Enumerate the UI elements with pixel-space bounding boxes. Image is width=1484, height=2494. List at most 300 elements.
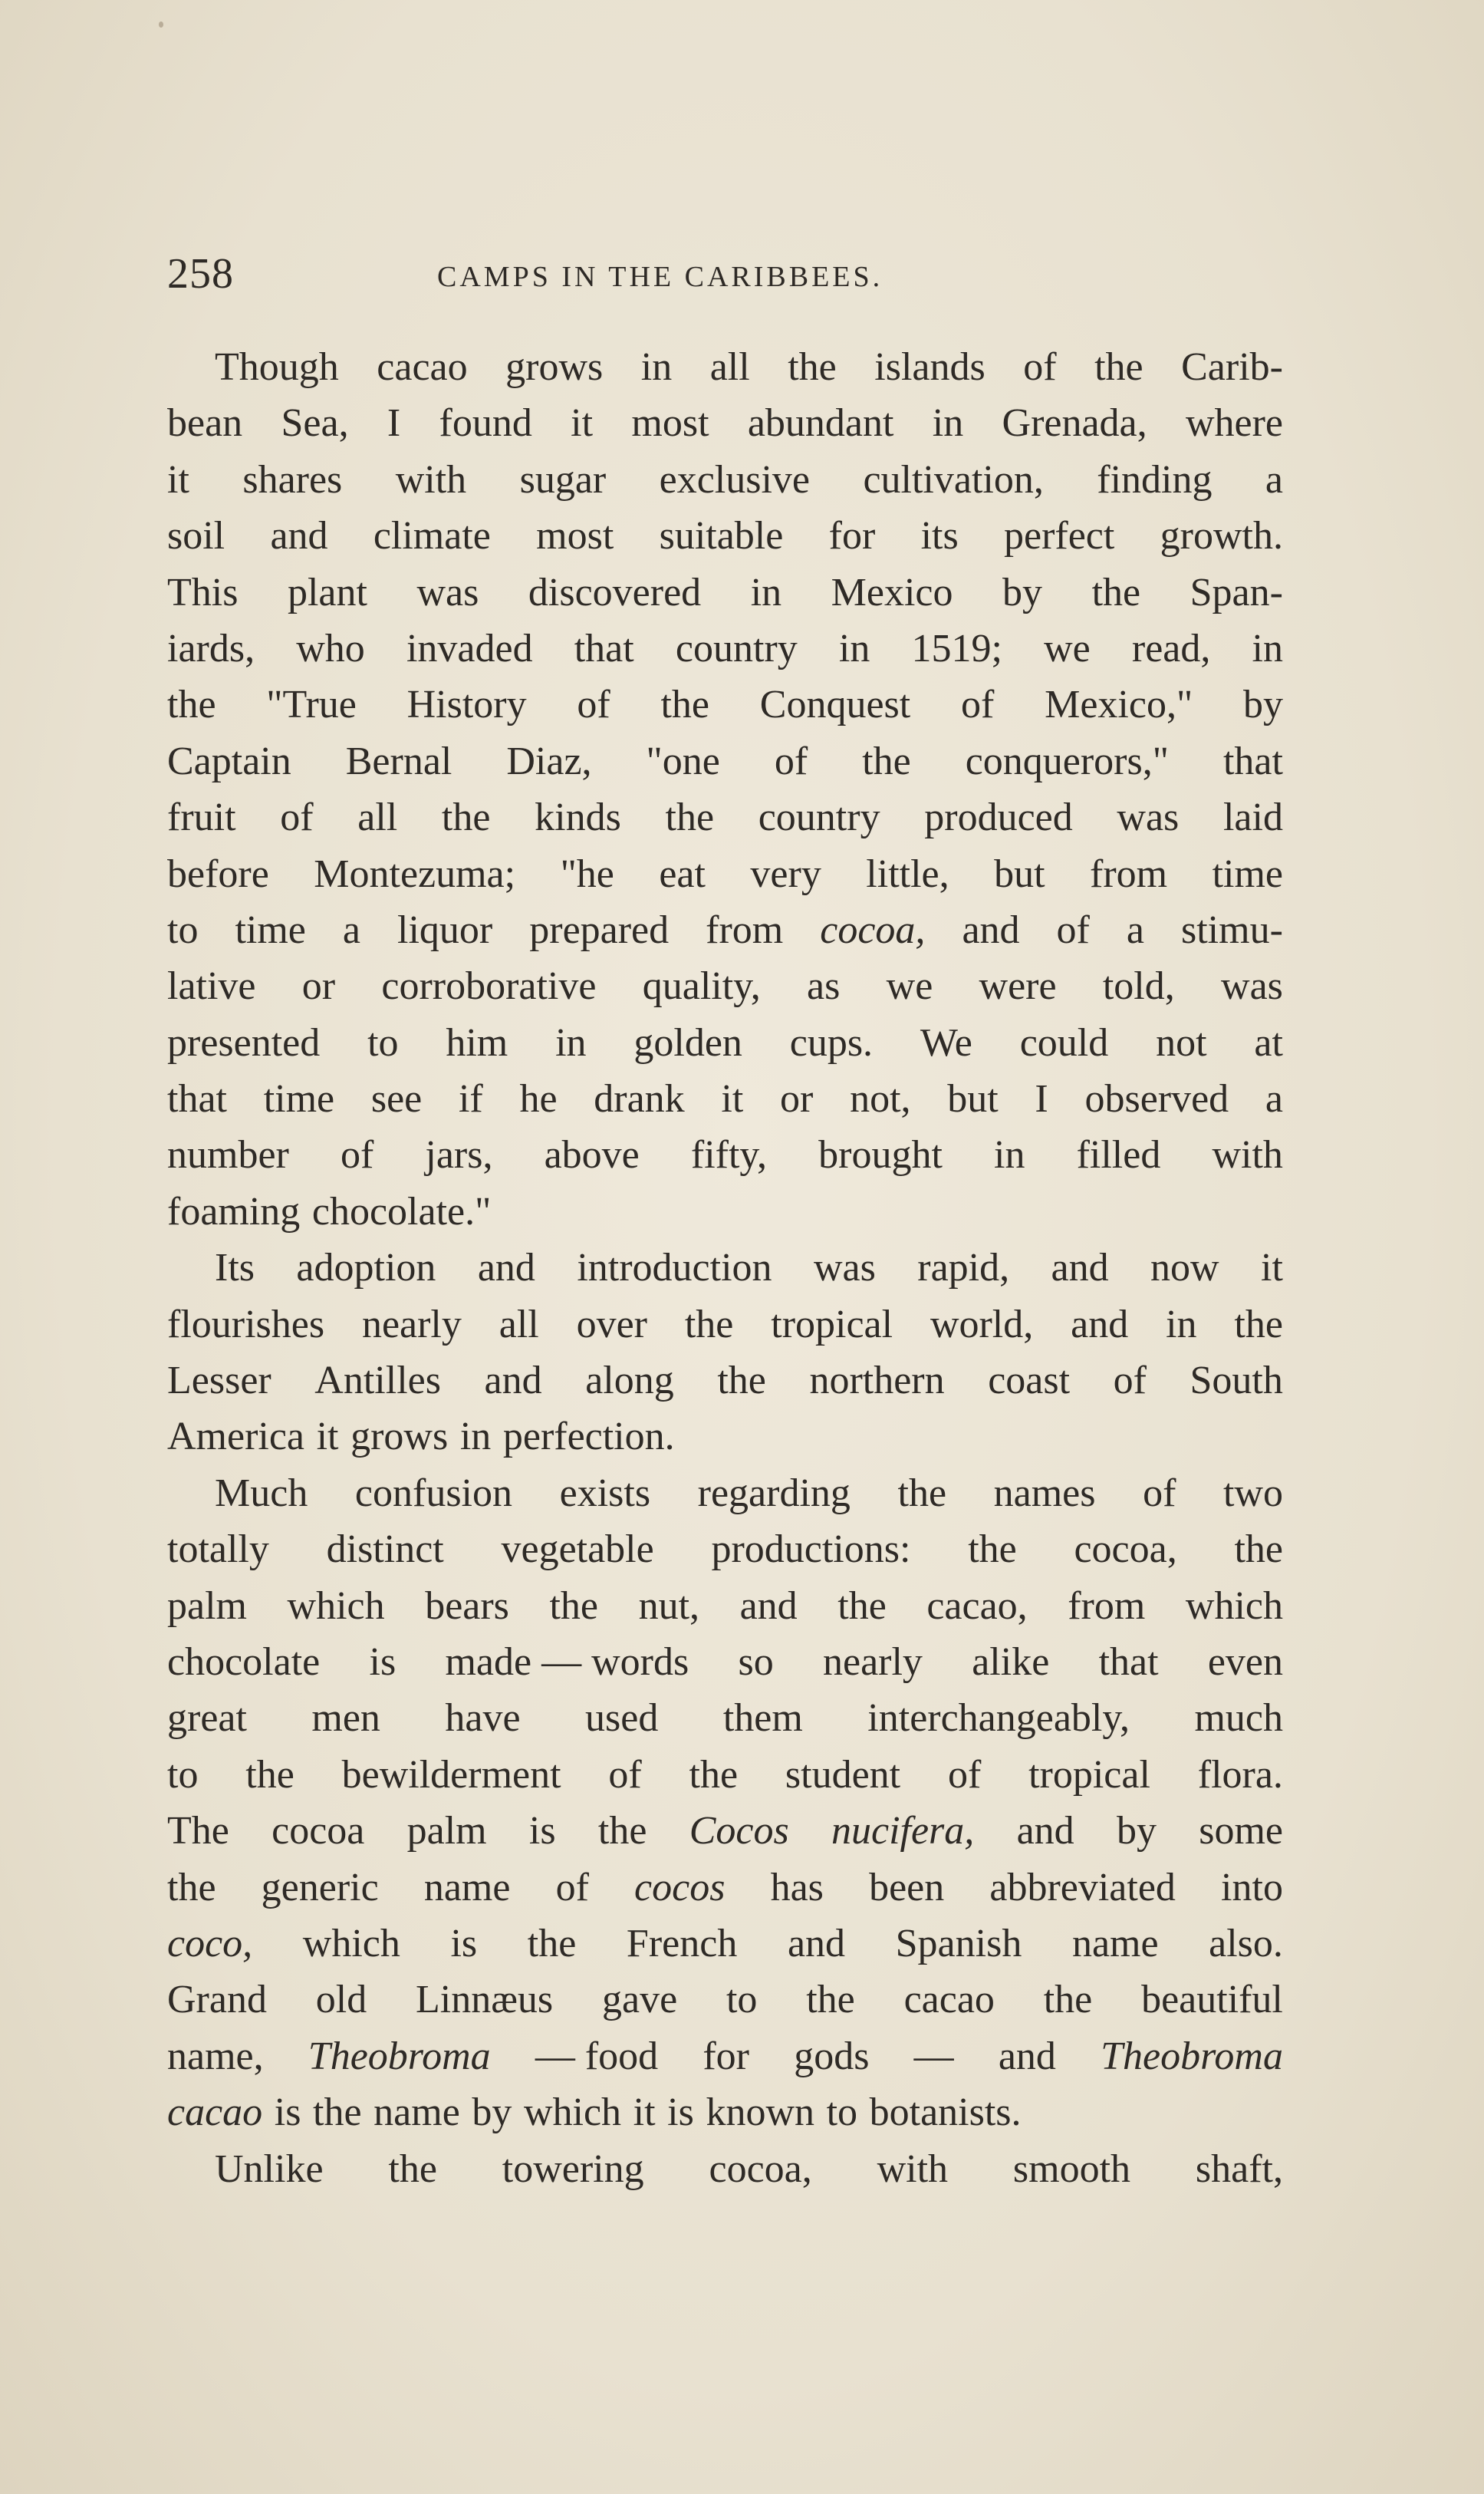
word: Bernal xyxy=(345,739,452,783)
word: Montezuma; xyxy=(314,852,516,896)
word: cacao, xyxy=(926,1583,1028,1628)
word: of xyxy=(340,1133,374,1178)
word: them xyxy=(722,1696,803,1741)
word: was xyxy=(416,570,479,614)
word: invaded xyxy=(406,626,533,670)
word: it xyxy=(1261,1246,1283,1290)
word: or xyxy=(780,1077,814,1122)
word: filled xyxy=(1076,1133,1161,1178)
word: nearly xyxy=(361,1302,462,1346)
word: shares xyxy=(242,457,343,502)
word: great xyxy=(167,1696,247,1741)
word: over xyxy=(576,1302,647,1346)
text-line xyxy=(167,339,1283,395)
word: now xyxy=(1150,1246,1219,1290)
word: all xyxy=(709,345,750,389)
word: not, xyxy=(850,1077,911,1122)
word: the xyxy=(660,683,710,727)
word: vegetable xyxy=(501,1527,654,1572)
word: Unlike xyxy=(215,2146,324,2191)
word: all xyxy=(499,1302,539,1346)
word: quality, xyxy=(642,964,761,1009)
word: nearly xyxy=(823,1639,923,1684)
word: of xyxy=(555,1865,589,1909)
word: it xyxy=(316,1415,339,1459)
word: I xyxy=(387,401,401,446)
word: name xyxy=(373,2090,460,2135)
word: the xyxy=(806,1978,855,2022)
text-line xyxy=(167,621,1283,677)
word: that xyxy=(1098,1639,1159,1684)
text-line xyxy=(167,1634,1283,1690)
word: most xyxy=(536,514,614,558)
word: Antilles xyxy=(314,1359,441,1403)
word: world, xyxy=(930,1302,1034,1346)
word: Grenada, xyxy=(1002,401,1147,446)
word: him xyxy=(446,1020,508,1065)
word: before xyxy=(167,852,269,896)
text-line xyxy=(167,1747,1283,1803)
word: found xyxy=(439,401,532,446)
word: and xyxy=(1071,1302,1129,1346)
word: as xyxy=(807,964,841,1009)
word: cocoa xyxy=(271,1809,365,1853)
word: a xyxy=(1265,457,1283,502)
text-line xyxy=(167,565,1283,621)
word: by xyxy=(1116,1809,1157,1853)
word: coast xyxy=(988,1359,1071,1403)
word: the xyxy=(1234,1527,1283,1572)
word: Conquest xyxy=(759,683,911,727)
word: and xyxy=(484,1359,542,1403)
word: Its xyxy=(215,1246,255,1290)
word: to xyxy=(826,2090,858,2135)
word: see xyxy=(370,1077,423,1122)
word: corroborative xyxy=(381,964,597,1009)
word: regarding xyxy=(697,1471,851,1515)
word: America xyxy=(167,1415,305,1459)
word: sugar xyxy=(519,457,607,502)
word: it xyxy=(571,401,594,446)
word: the xyxy=(441,796,491,840)
word: flora. xyxy=(1197,1752,1283,1797)
word: has xyxy=(770,1865,824,1909)
word: kinds xyxy=(535,796,621,840)
word: some xyxy=(1199,1809,1283,1853)
word: is xyxy=(369,1639,397,1684)
text-line xyxy=(167,1916,1283,1972)
word: iards, xyxy=(167,626,255,670)
word: time xyxy=(263,1077,335,1122)
word: perfect xyxy=(1004,514,1115,558)
text-line xyxy=(167,1465,1283,1521)
word: Lesser xyxy=(167,1359,271,1403)
word: of xyxy=(608,1752,642,1797)
word: gave xyxy=(601,1978,678,2022)
word: used xyxy=(585,1696,659,1741)
word: laid xyxy=(1222,796,1283,840)
word: I xyxy=(1035,1077,1048,1122)
word: cups. xyxy=(789,1020,874,1065)
word: and xyxy=(739,1583,798,1628)
word: to xyxy=(167,908,199,952)
word: chocolate xyxy=(167,1639,321,1684)
italic-word: cocoa, xyxy=(820,908,926,952)
word: in xyxy=(994,1133,1025,1178)
word: prepared xyxy=(529,908,670,952)
word: the xyxy=(527,1921,577,1965)
word: This xyxy=(167,570,239,614)
word: the xyxy=(597,1809,647,1853)
word: it xyxy=(633,2090,656,2135)
text-line xyxy=(167,1127,1283,1183)
word: discovered xyxy=(528,570,702,614)
word: have xyxy=(445,1696,521,1741)
word: in xyxy=(459,1415,492,1459)
word: we xyxy=(886,964,933,1009)
word: if xyxy=(458,1077,483,1122)
word: of xyxy=(577,683,610,727)
word: men xyxy=(311,1696,380,1741)
word: known xyxy=(706,2090,814,2135)
word: productions: xyxy=(711,1527,911,1572)
word: perfection. xyxy=(502,1415,675,1459)
word: smooth xyxy=(1012,2146,1131,2191)
italic-word: Cocos xyxy=(689,1809,789,1853)
word: at xyxy=(1254,1020,1283,1065)
text-line xyxy=(167,1578,1283,1634)
text-line xyxy=(167,1803,1283,1859)
word: of xyxy=(774,739,808,783)
word: old xyxy=(315,1978,367,2022)
word: in xyxy=(838,626,870,670)
word: South xyxy=(1190,1359,1283,1403)
word: is xyxy=(450,1921,478,1965)
word: finding xyxy=(1097,457,1213,502)
word: but xyxy=(947,1077,999,1122)
word: even xyxy=(1207,1639,1283,1684)
word: the xyxy=(1043,1978,1093,2022)
word: — xyxy=(913,2034,954,2078)
word: very xyxy=(750,852,821,896)
word: cacao xyxy=(903,1978,995,2022)
word: country xyxy=(675,626,798,670)
word: is xyxy=(667,2090,694,2135)
word: in xyxy=(750,570,782,614)
word: of xyxy=(1056,908,1090,952)
word: tropical xyxy=(1028,1752,1150,1797)
word: gods xyxy=(794,2034,870,2078)
word: which xyxy=(523,2090,622,2135)
word: soil xyxy=(167,514,225,558)
text-line xyxy=(167,677,1283,733)
italic-word: cacao xyxy=(167,2090,263,2135)
word: or xyxy=(301,964,336,1009)
text-line xyxy=(167,733,1283,789)
word: a xyxy=(342,908,360,952)
text-line xyxy=(167,1690,1283,1746)
word: plant xyxy=(287,570,367,614)
word: shaft, xyxy=(1195,2146,1283,2191)
word: who xyxy=(296,626,365,670)
word: in xyxy=(555,1020,587,1065)
word: is xyxy=(274,2090,301,2135)
word: in xyxy=(640,345,673,389)
word: it xyxy=(167,457,189,502)
word: we xyxy=(1044,626,1091,670)
word: which xyxy=(302,1921,400,1965)
word: Captain xyxy=(167,739,291,783)
word: and xyxy=(998,2034,1056,2078)
word: and xyxy=(477,1246,535,1290)
word: name xyxy=(423,1865,511,1909)
word: the xyxy=(167,1865,216,1909)
word: grows xyxy=(505,345,604,389)
text-line xyxy=(167,846,1283,902)
italic-word: cocos xyxy=(634,1865,726,1909)
word: from xyxy=(706,908,784,952)
word: is xyxy=(528,1809,556,1853)
word: Though xyxy=(215,345,339,389)
word: of xyxy=(280,796,314,840)
word: been xyxy=(869,1865,945,1909)
word: climate xyxy=(373,514,491,558)
word: Carib- xyxy=(1181,345,1283,389)
text-line xyxy=(167,2084,1283,2140)
word: fifty, xyxy=(690,1133,768,1178)
text-line xyxy=(167,1521,1283,1577)
word: grows xyxy=(350,1415,449,1459)
word: Grand xyxy=(167,1978,267,2022)
word: name xyxy=(1071,1921,1159,1965)
word: its xyxy=(920,514,959,558)
word: fruit xyxy=(167,796,236,840)
word: country xyxy=(758,796,880,840)
word: Sea, xyxy=(281,401,349,446)
word: cocoa, xyxy=(709,2146,812,2191)
word: with xyxy=(1212,1133,1283,1178)
word: the xyxy=(1094,345,1143,389)
word: foaming xyxy=(167,1189,301,1234)
word: along xyxy=(585,1359,674,1403)
word: rapid, xyxy=(917,1246,1010,1290)
word: by xyxy=(1002,570,1043,614)
word: generic xyxy=(261,1865,379,1909)
word: drank xyxy=(594,1077,685,1122)
word: were xyxy=(979,964,1057,1009)
word: Mexico," xyxy=(1045,683,1193,727)
word: that xyxy=(167,1077,227,1122)
word: bears xyxy=(425,1583,509,1628)
word: bewilderment xyxy=(341,1752,561,1797)
word: botanists. xyxy=(869,2090,1022,2135)
word: brought xyxy=(818,1133,943,1178)
word: bean xyxy=(167,401,243,446)
word: golden xyxy=(633,1020,742,1065)
word: the xyxy=(388,2146,437,2191)
word: tropical xyxy=(771,1302,893,1346)
italic-word: nucifera, xyxy=(831,1809,975,1853)
word: the xyxy=(1091,570,1141,614)
word: exists xyxy=(559,1471,651,1515)
word: Spanish xyxy=(895,1921,1022,1965)
word: to xyxy=(167,1752,199,1797)
word: Much xyxy=(215,1471,308,1515)
word: above xyxy=(544,1133,640,1178)
paper-speck xyxy=(159,21,163,28)
word: alike xyxy=(972,1639,1050,1684)
word: student xyxy=(785,1752,901,1797)
word: in xyxy=(1252,626,1283,670)
word: conquerors," xyxy=(965,739,1169,783)
word: produced xyxy=(924,796,1073,840)
word: was xyxy=(813,1246,876,1290)
word: of xyxy=(1143,1471,1176,1515)
word: Mexico xyxy=(831,570,953,614)
text-line xyxy=(167,789,1283,845)
word: interchangeably, xyxy=(867,1696,1130,1741)
word: observed xyxy=(1084,1077,1229,1122)
text-line xyxy=(167,958,1283,1014)
word: beautiful xyxy=(1141,1978,1283,2022)
word: names xyxy=(993,1471,1096,1515)
word: the xyxy=(665,796,715,840)
word: abundant xyxy=(747,401,894,446)
word: from xyxy=(1068,1583,1146,1628)
word: he xyxy=(519,1077,558,1122)
word: stimu- xyxy=(1181,908,1283,952)
word: to xyxy=(726,1978,758,2022)
word: and xyxy=(270,514,328,558)
word: in xyxy=(932,401,964,446)
word: number xyxy=(167,1133,289,1178)
word: growth. xyxy=(1160,514,1283,558)
word: for xyxy=(703,2034,749,2078)
word: exclusive xyxy=(659,457,811,502)
word: time xyxy=(1212,852,1283,896)
word: "one xyxy=(646,739,720,783)
word: the xyxy=(245,1752,294,1797)
word: cocoa, xyxy=(1074,1527,1177,1572)
word: 1519; xyxy=(911,626,1002,670)
text-line xyxy=(167,1240,1283,1296)
word: was xyxy=(1117,796,1180,840)
word: presented xyxy=(167,1020,321,1065)
text-line xyxy=(167,452,1283,508)
word: from xyxy=(1090,852,1168,896)
word: the xyxy=(968,1527,1017,1572)
word: cultivation, xyxy=(863,457,1044,502)
word: History xyxy=(406,683,527,727)
text-line xyxy=(167,508,1283,564)
word: with xyxy=(877,2146,949,2191)
word: and xyxy=(787,1921,846,1965)
word: We xyxy=(920,1020,972,1065)
text-line xyxy=(167,1408,1283,1464)
text-line xyxy=(167,395,1283,451)
word: with xyxy=(395,457,467,502)
running-title: CAMPS IN THE CARIBBEES. xyxy=(437,261,883,293)
word: which xyxy=(287,1583,385,1628)
word: Diaz, xyxy=(506,739,592,783)
word: eat xyxy=(659,852,706,896)
italic-word: Theobroma xyxy=(1101,2034,1283,2078)
word: — food xyxy=(535,2034,659,2078)
word: of xyxy=(1023,345,1057,389)
word: confusion xyxy=(354,1471,513,1515)
running-head xyxy=(167,249,1283,311)
page-number: 258 xyxy=(167,250,234,298)
word: liquor xyxy=(397,908,493,952)
word: the xyxy=(897,1471,947,1515)
word: by xyxy=(1242,683,1283,727)
text-line xyxy=(167,1860,1283,1916)
word: name, xyxy=(167,2034,264,2078)
word: of xyxy=(1113,1359,1147,1403)
word: of xyxy=(947,1752,982,1797)
word: to xyxy=(367,1020,399,1065)
word: nut, xyxy=(638,1583,700,1628)
word: chocolate." xyxy=(311,1189,492,1234)
word: it xyxy=(721,1077,744,1122)
word: suitable xyxy=(659,514,784,558)
text-line xyxy=(167,1296,1283,1352)
word: most xyxy=(631,401,709,446)
word: where xyxy=(1185,401,1283,446)
word: read, xyxy=(1131,626,1211,670)
italic-word: Theobroma xyxy=(308,2034,491,2078)
word: the xyxy=(167,683,216,727)
word: the xyxy=(837,1583,887,1628)
text-line xyxy=(167,2141,1283,2197)
word: towering xyxy=(502,2146,644,2191)
text-line xyxy=(167,1015,1283,1071)
text-line xyxy=(167,2028,1283,2084)
word: and xyxy=(962,908,1020,952)
word: all xyxy=(357,796,398,840)
word: for xyxy=(828,514,876,558)
word: abbreviated xyxy=(989,1865,1176,1909)
word: Linnæus xyxy=(416,1978,554,2022)
word: in xyxy=(1166,1302,1197,1346)
word: two xyxy=(1222,1471,1283,1515)
word: not xyxy=(1156,1020,1207,1065)
word: distinct xyxy=(326,1527,444,1572)
word: the xyxy=(1234,1302,1283,1346)
word: the xyxy=(689,1752,739,1797)
word: the xyxy=(313,2090,362,2135)
word: "True xyxy=(266,683,357,727)
text-line xyxy=(167,1352,1283,1408)
word: and xyxy=(1051,1246,1109,1290)
italic-word: coco, xyxy=(167,1921,253,1965)
word: a xyxy=(1126,908,1144,952)
word: the xyxy=(684,1302,734,1346)
word: so xyxy=(738,1639,774,1684)
word: could xyxy=(1019,1020,1109,1065)
text-line xyxy=(167,1184,1283,1240)
word: little, xyxy=(866,852,949,896)
word: introduction xyxy=(577,1246,772,1290)
word: totally xyxy=(167,1527,269,1572)
word: "he xyxy=(560,852,614,896)
word: into xyxy=(1221,1865,1283,1909)
word: the xyxy=(549,1583,599,1628)
body-text xyxy=(167,339,1283,2197)
word: the xyxy=(862,739,911,783)
word: lative xyxy=(167,964,256,1009)
word: told, xyxy=(1102,964,1175,1009)
